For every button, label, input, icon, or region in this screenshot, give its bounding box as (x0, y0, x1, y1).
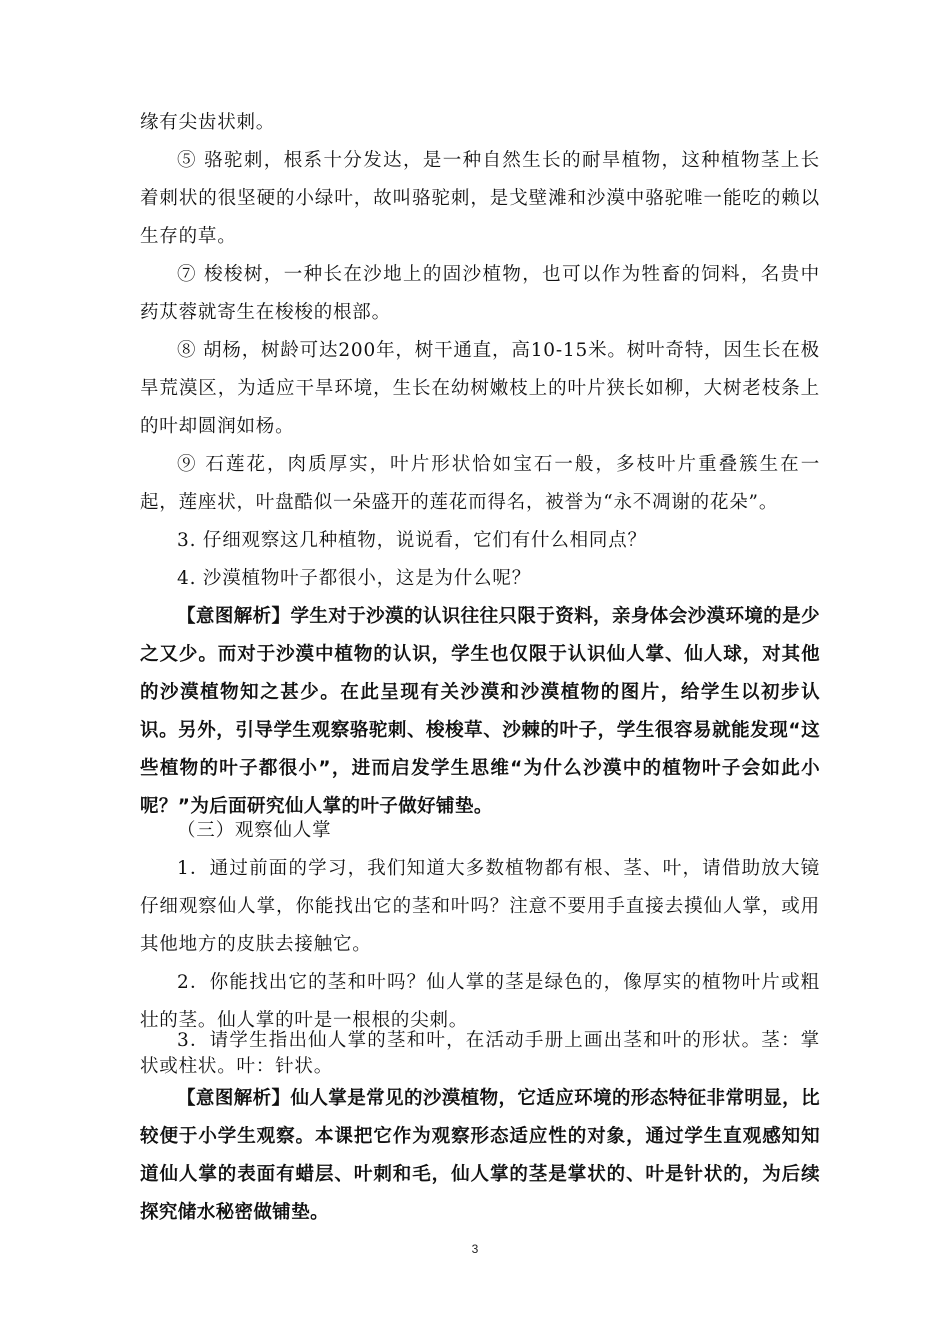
step-3: 3．请学生指出仙人掌的茎和叶，在活动手册上画出茎和叶的形状。茎：掌状或柱状。叶：针状。 (140, 1030, 820, 1077)
paragraph-echeveria: ⑨ 石莲花，肉质厚实，叶片形状恰如宝石一般，多枝叶片重叠簇生在一起，莲座状，叶盘酷似一朵盛开的莲花而得名，被誉为“永不凋谢的花朵”。 (140, 454, 820, 513)
paragraph-populus-euphratica: ⑧ 胡杨，树龄可达200年，树干通直，高10-15米。树叶奇特，因生长在极旱荒漠区，为适应干旱环境，生长在幼树嫩枝上的叶片狭长如柳，大树老枝条上的叶却圆润如杨。 (140, 340, 820, 437)
section-heading-observe-cactus: （三）观察仙人掌 (177, 820, 332, 841)
step-1: 1．通过前面的学习，我们知道大多数植物都有根、茎、叶，请借助放大镜仔细观察仙人掌，你能找出它的茎和叶吗？注意不要用手直接去摸仙人掌，或用其他地方的皮肤去接触它。 (140, 858, 820, 955)
step-2: 2．你能找出它的茎和叶吗？仙人掌的茎是绿色的，像厚实的植物叶片或粗壮的茎。仙人掌的叶是一根根的尖刺。 (140, 972, 820, 1031)
intent-analysis-1: 【意图解析】学生对于沙漠的认识往往只限于资料，亲身体会沙漠环境的是少之又少。而对于沙漠中植物的认识，学生也仅限于认识仙人掌、仙人球，对其他的沙漠植物知之甚少。在此呈现有关沙漠和沙漠植物的图片，给学生以初步认识。另外，引导学生观察骆驼刺、梭梭草、沙棘的叶子，学生很容易就能发现“这些植物的叶子都很小”，进而启发学生思维“为什么沙漠中的植物叶子会如此小呢？”为后面研究仙人掌的叶子做好铺垫。 (140, 606, 820, 817)
page-number: 3 (471, 1242, 479, 1256)
paragraph-saxaul: ⑦ 梭梭树，一种长在沙地上的固沙植物，也可以作为牲畜的饲料，名贵中药苁蓉就寄生在梭梭的根部。 (140, 264, 820, 323)
question-3: 3. 仔细观察这几种植物，说说看，它们有什么相同点？ (177, 530, 647, 551)
paragraph-leaf-margin-end: 缘有尖齿状刺。 (140, 112, 276, 133)
intent-analysis-2: 【意图解析】仙人掌是常见的沙漠植物，它适应环境的形态特征非常明显，比较便于小学生观察。本课把它作为观察形态适应性的对象，通过学生直观感知知道仙人掌的表面有蜡层、叶刺和毛，仙人掌的茎是掌状的、叶是针状的，为后续探究储水秘密做铺垫。 (140, 1088, 820, 1223)
question-4: 4. 沙漠植物叶子都很小，这是为什么呢？ (177, 568, 532, 589)
paragraph-camelthorn: ⑤ 骆驼刺，根系十分发达，是一种自然生长的耐旱植物，这种植物茎上长着刺状的很坚硬的小绿叶，故叫骆驼刺，是戈壁滩和沙漠中骆驼唯一能吃的赖以生存的草。 (140, 150, 820, 247)
